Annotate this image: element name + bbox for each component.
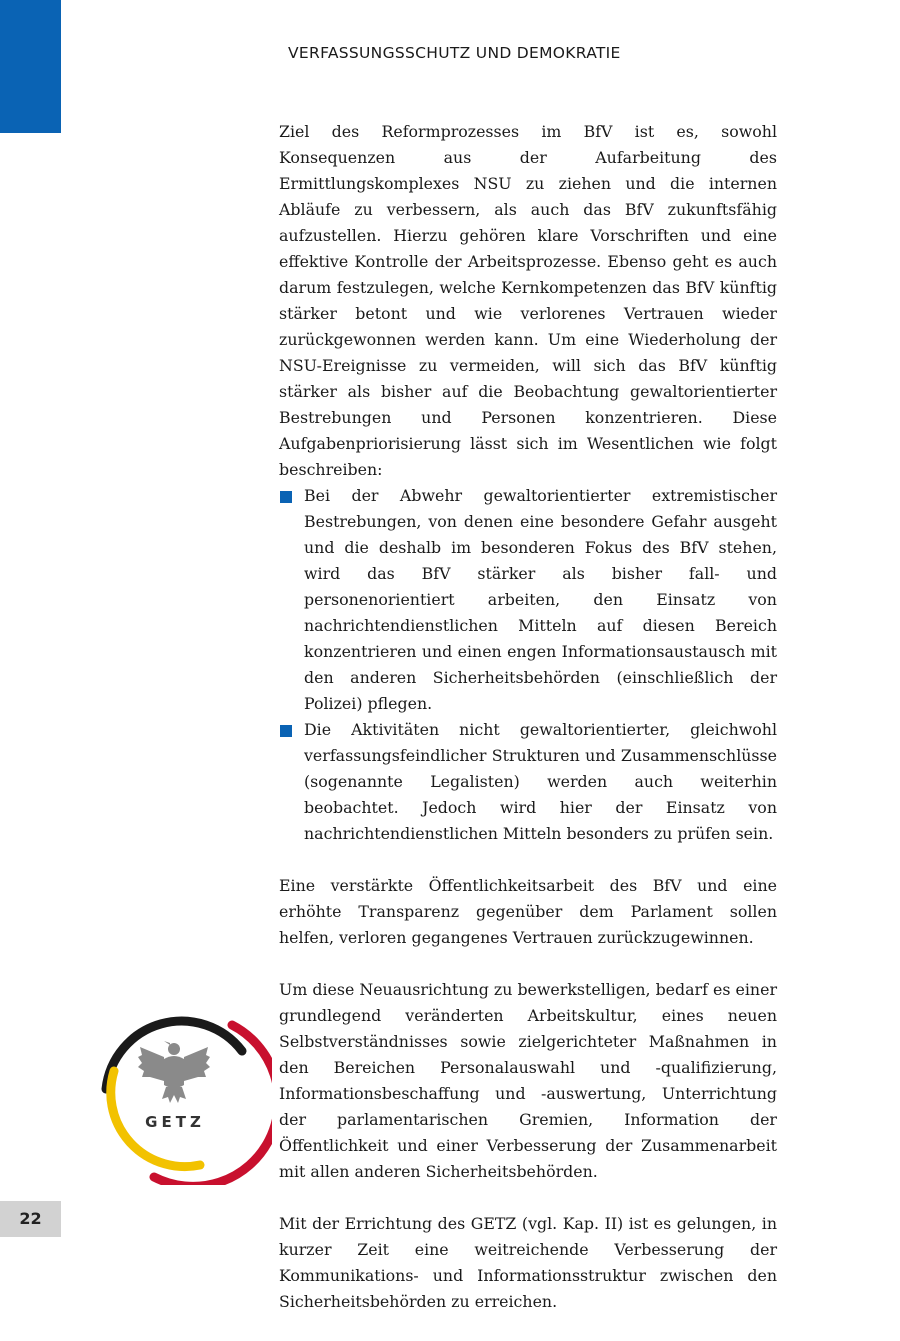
list-item-text: Bei der Abwehr gewaltorientierter extremistischer Bestrebungen, von denen eine besondere Gefahr ausgeht und die deshalb im besonderen Fokus des BfV stehen, wird das BfV stärker als bisher fall- und personenorientiert arbeiten, den Einsatz von nachrichtendienstlichen Mitteln auf diesen Bereich konzentrieren und einen engen Informationsaustausch mit den anderen Sicherheitsbehörden (einschließlich der Polizei) pflegen. bbox=[304, 486, 777, 713]
list-item bbox=[279, 717, 777, 847]
square-bullet-icon bbox=[280, 491, 292, 503]
list-item-text: Die Aktivitäten nicht gewaltorientierter, gleichwohl verfassungsfeindlicher Strukturen und Zusammenschlüsse (sogenannte Legalisten) werden auch weiterhin beobachtet. Jedoch wird hier der Einsatz von nachrichtendienstlichen Mitteln besonders zu prüfen sein. bbox=[304, 720, 777, 843]
body-text bbox=[279, 119, 777, 1341]
bullet-list bbox=[279, 483, 777, 847]
eagle-icon bbox=[138, 1041, 210, 1103]
paragraph: Ziel des Reformprozesses im BfV ist es, sowohl Konsequenzen aus der Aufarbeitung des Ermittlungskomplexes NSU zu ziehen und die internen Abläufe zu verbessern, als auch das BfV zukunftsfähig aufzustellen. Hierzu gehören klare Vorschriften und eine effektive Kontrolle der Arbeitsprozesse. Ebenso geht es auch darum festzulegen, welche Kernkompetenzen das BfV künftig stärker betont und wie verlorenes Vertrauen wieder zurückgewonnen werden kann. Um eine Wiederholung der NSU-Ereignisse zu vermeiden, will sich das BfV künftig stärker als bisher auf die Beobachtung gewaltorientierter Bestrebungen und Personen konzentrieren. Diese Aufgabenpriorisierung lässt sich im Wesentlichen wie folgt beschreiben: bbox=[279, 122, 777, 479]
getz-logo-graphic bbox=[92, 1005, 272, 1185]
running-header: VERFASSUNGSSCHUTZ UND DEMOKRATIE bbox=[288, 44, 621, 62]
paragraph: Mit der Errichtung des GETZ (vgl. Kap. II) ist es gelungen, in kurzer Zeit eine weitreichende Verbesserung der Kommunikations- und Informationsstruktur zwischen den Sicherheitsbehörden zu erreichen. bbox=[279, 1214, 777, 1311]
logo-text: GETZ bbox=[145, 1113, 205, 1131]
paragraph: Um diese Neuausrichtung zu bewerkstelligen, bedarf es einer grundlegend veränderten Arbeitskultur, eines neuen Selbstverständnisses sowie zielgerichteter Maßnahmen in den Bereichen Personalauswahl und -qualifizierung, Informationsbeschaffung und -auswertung, Unterrichtung der parlamentarischen Gremien, Information der Öffentlichkeit und einer Verbesserung der Zusammenarbeit mit allen anderen Sicherheitsbehörden. bbox=[279, 980, 777, 1181]
page-number: 22 bbox=[0, 1201, 61, 1237]
list-item bbox=[279, 483, 777, 717]
square-bullet-icon bbox=[280, 725, 292, 737]
corner-accent-bar bbox=[0, 0, 61, 133]
paragraph: Eine verstärkte Öffentlichkeitsarbeit des BfV und eine erhöhte Transparenz gegenüber dem Parlament sollen helfen, verloren gegangenes Vertrauen zurückzugewinnen. bbox=[279, 876, 777, 947]
getz-logo bbox=[92, 1005, 272, 1185]
